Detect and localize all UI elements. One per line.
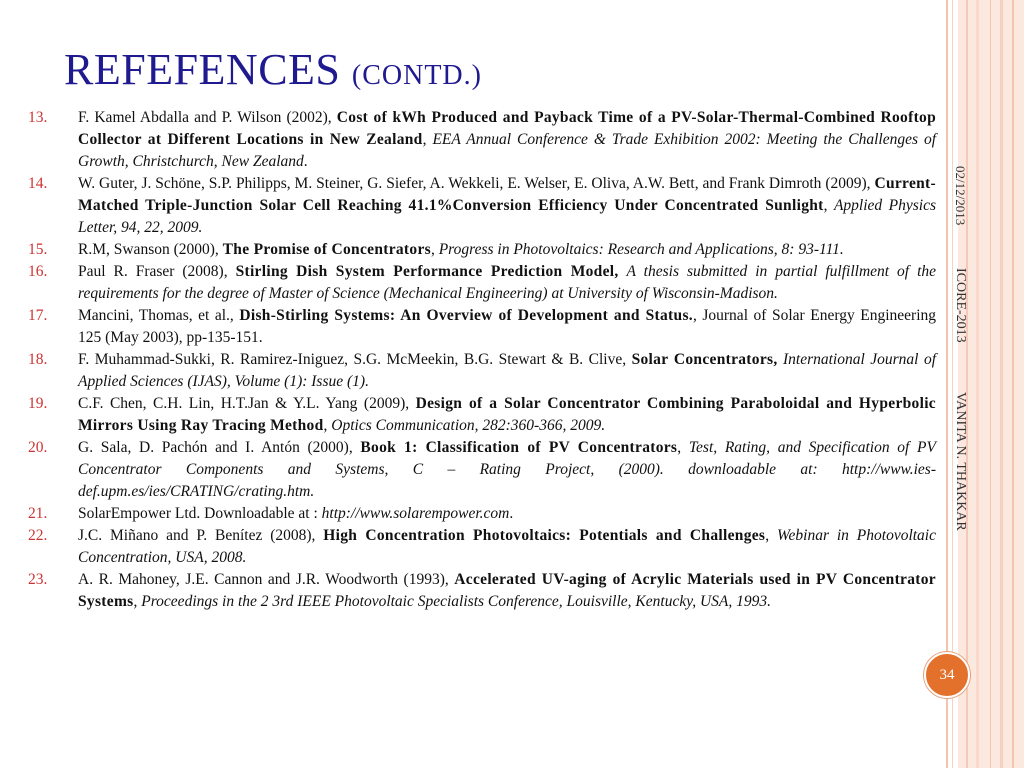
reference-source: http://www.solarempower.com bbox=[321, 505, 510, 522]
reference-title: Stirling Dish System Performance Prediction Model, bbox=[235, 263, 619, 280]
reference-authors: R.M, Swanson (2000), bbox=[78, 241, 223, 258]
reference-item bbox=[28, 239, 936, 261]
reference-authors: Paul R. Fraser (2008), bbox=[78, 263, 236, 280]
reference-sep bbox=[619, 263, 627, 280]
reference-number: 23. bbox=[28, 571, 48, 588]
reference-end: . bbox=[509, 505, 514, 522]
reference-number: 21. bbox=[28, 505, 48, 522]
reference-authors: Mancini, Thomas, et al., bbox=[78, 307, 240, 324]
reference-item bbox=[28, 569, 936, 613]
side-conference: ICORE-2013 bbox=[953, 268, 968, 343]
reference-title: Dish-Stirling Systems: An Overview of Development and Status. bbox=[239, 307, 693, 324]
reference-item bbox=[28, 437, 936, 503]
reference-number: 14. bbox=[28, 175, 48, 192]
reference-source: International Journal of Applied Sciences (IJAS), Volume (1): Issue (1). bbox=[78, 351, 937, 390]
reference-sep: , bbox=[677, 439, 689, 456]
reference-source: Progress in Photovoltaics: Research and Applications, 8: 93-111. bbox=[438, 241, 844, 258]
reference-authors: A. R. Mahoney, J.E. Cannon and J.R. Woodworth (1993), bbox=[78, 571, 455, 588]
reference-source: Webinar in Photovoltaic Concentration, USA, 2008. bbox=[78, 527, 936, 566]
reference-authors: C.F. Chen, C.H. Lin, H.T.Jan & Y.L. Yang (2009), bbox=[78, 395, 416, 412]
reference-authors: J.C. Miñano and P. Benítez (2008), bbox=[78, 527, 324, 544]
title-main: REFEFENCES bbox=[64, 45, 341, 94]
side-footer bbox=[952, 166, 978, 586]
reference-title: Book 1: Classification of PV Concentrators bbox=[360, 439, 678, 456]
reference-source: Proceedings in the 2 3rd IEEE Photovoltaic Specialists Conference, Louisville, Kentucky, USA, 1993. bbox=[141, 593, 772, 610]
reference-title: Design of a Solar Concentrator Combining Paraboloidal and Hyperbolic Mirrors Using Ray Tracing Method bbox=[78, 395, 936, 434]
reference-title: Accelerated UV-aging of Acrylic Materials used in PV Concentrator Systems bbox=[78, 571, 936, 610]
reference-source: Optics Communication, 282:360-366, 2009. bbox=[331, 417, 606, 434]
reference-title: Solar Concentrators, bbox=[631, 351, 778, 368]
reference-item bbox=[28, 173, 936, 239]
reference-number: 13. bbox=[28, 109, 48, 126]
reference-number: 20. bbox=[28, 439, 48, 456]
reference-item bbox=[28, 349, 936, 393]
side-date: 02/12/2013 bbox=[953, 166, 968, 226]
reference-source: A thesis submitted in partial fulfillment of the requirements for the degree of Master of Science (Mechanical Engineering) at University of Wisconsin-Madison. bbox=[78, 263, 937, 302]
reference-sep: , bbox=[133, 593, 142, 610]
reference-item bbox=[28, 261, 936, 305]
reference-number: 16. bbox=[28, 263, 48, 280]
reference-item bbox=[28, 393, 936, 437]
reference-title: Current-Matched Triple-Junction Solar Cell Reaching 41.1%Conversion Efficiency Under Concentrated Sunlight bbox=[78, 175, 936, 214]
reference-item bbox=[28, 107, 936, 173]
reference-sep: , bbox=[422, 131, 433, 148]
side-author: VANITA N. THAKKAR bbox=[953, 392, 968, 531]
reference-authors: W. Guter, J. Schöne, S.P. Philipps, M. Steiner, G. Siefer, A. Wekkeli, E. Welser, E. Oliva, A.W. Bett, and Frank Dimroth (2009), bbox=[78, 175, 875, 192]
page-number-badge: 34 bbox=[924, 652, 970, 698]
reference-item bbox=[28, 525, 936, 569]
reference-item bbox=[28, 305, 936, 349]
reference-number: 18. bbox=[28, 351, 48, 368]
title-sub: (CONTD.) bbox=[351, 60, 482, 91]
reference-sep: , bbox=[430, 241, 439, 258]
reference-number: 15. bbox=[28, 241, 48, 258]
reference-sep: , bbox=[323, 417, 332, 434]
reference-number: 22. bbox=[28, 527, 48, 544]
reference-title: Cost of kWh Produced and Payback Time of a PV-Solar-Thermal-Combined Rooftop Collector at Different Locations in New Zealand bbox=[78, 109, 936, 148]
reference-number: 17. bbox=[28, 307, 48, 324]
reference-sep: , bbox=[765, 527, 778, 544]
reference-source: Test, Rating, and Specification of PV Concentrator Components and Systems, C – Rating Project, (2000). downloadable at: http://www.ies-def.upm.es/ies/CRATING/crating.htm. bbox=[78, 439, 936, 500]
reference-sep: , bbox=[823, 197, 834, 214]
reference-authors: G. Sala, D. Pachón and I. Antón (2000), bbox=[78, 439, 361, 456]
reference-authors: SolarEmpower Ltd. Downloadable at : bbox=[78, 505, 322, 522]
reference-source: EEA Annual Conference & Trade Exhibition 2002: Meeting the Challenges of Growth, Christchurch, New Zealand bbox=[78, 131, 937, 170]
reference-source: Applied Physics Letter, 94, 22, 2009. bbox=[78, 197, 936, 236]
reference-number: 19. bbox=[28, 395, 48, 412]
reference-title: High Concentration Photovoltaics: Potentials and Challenges bbox=[323, 527, 766, 544]
reference-list bbox=[28, 107, 936, 613]
reference-end: . bbox=[303, 153, 308, 170]
reference-title: The Promise of Concentrators bbox=[222, 241, 431, 258]
reference-item bbox=[28, 503, 936, 525]
slide-title bbox=[64, 44, 482, 95]
reference-authors: F. Kamel Abdalla and P. Wilson (2002), bbox=[78, 109, 337, 126]
reference-end: , Journal of Solar Energy Engineering 125 (May 2003), pp-135-151. bbox=[78, 307, 937, 346]
reference-authors: F. Muhammad-Sukki, R. Ramirez-Iniguez, S.G. McMeekin, B.G. Stewart & B. Clive, bbox=[78, 351, 632, 368]
